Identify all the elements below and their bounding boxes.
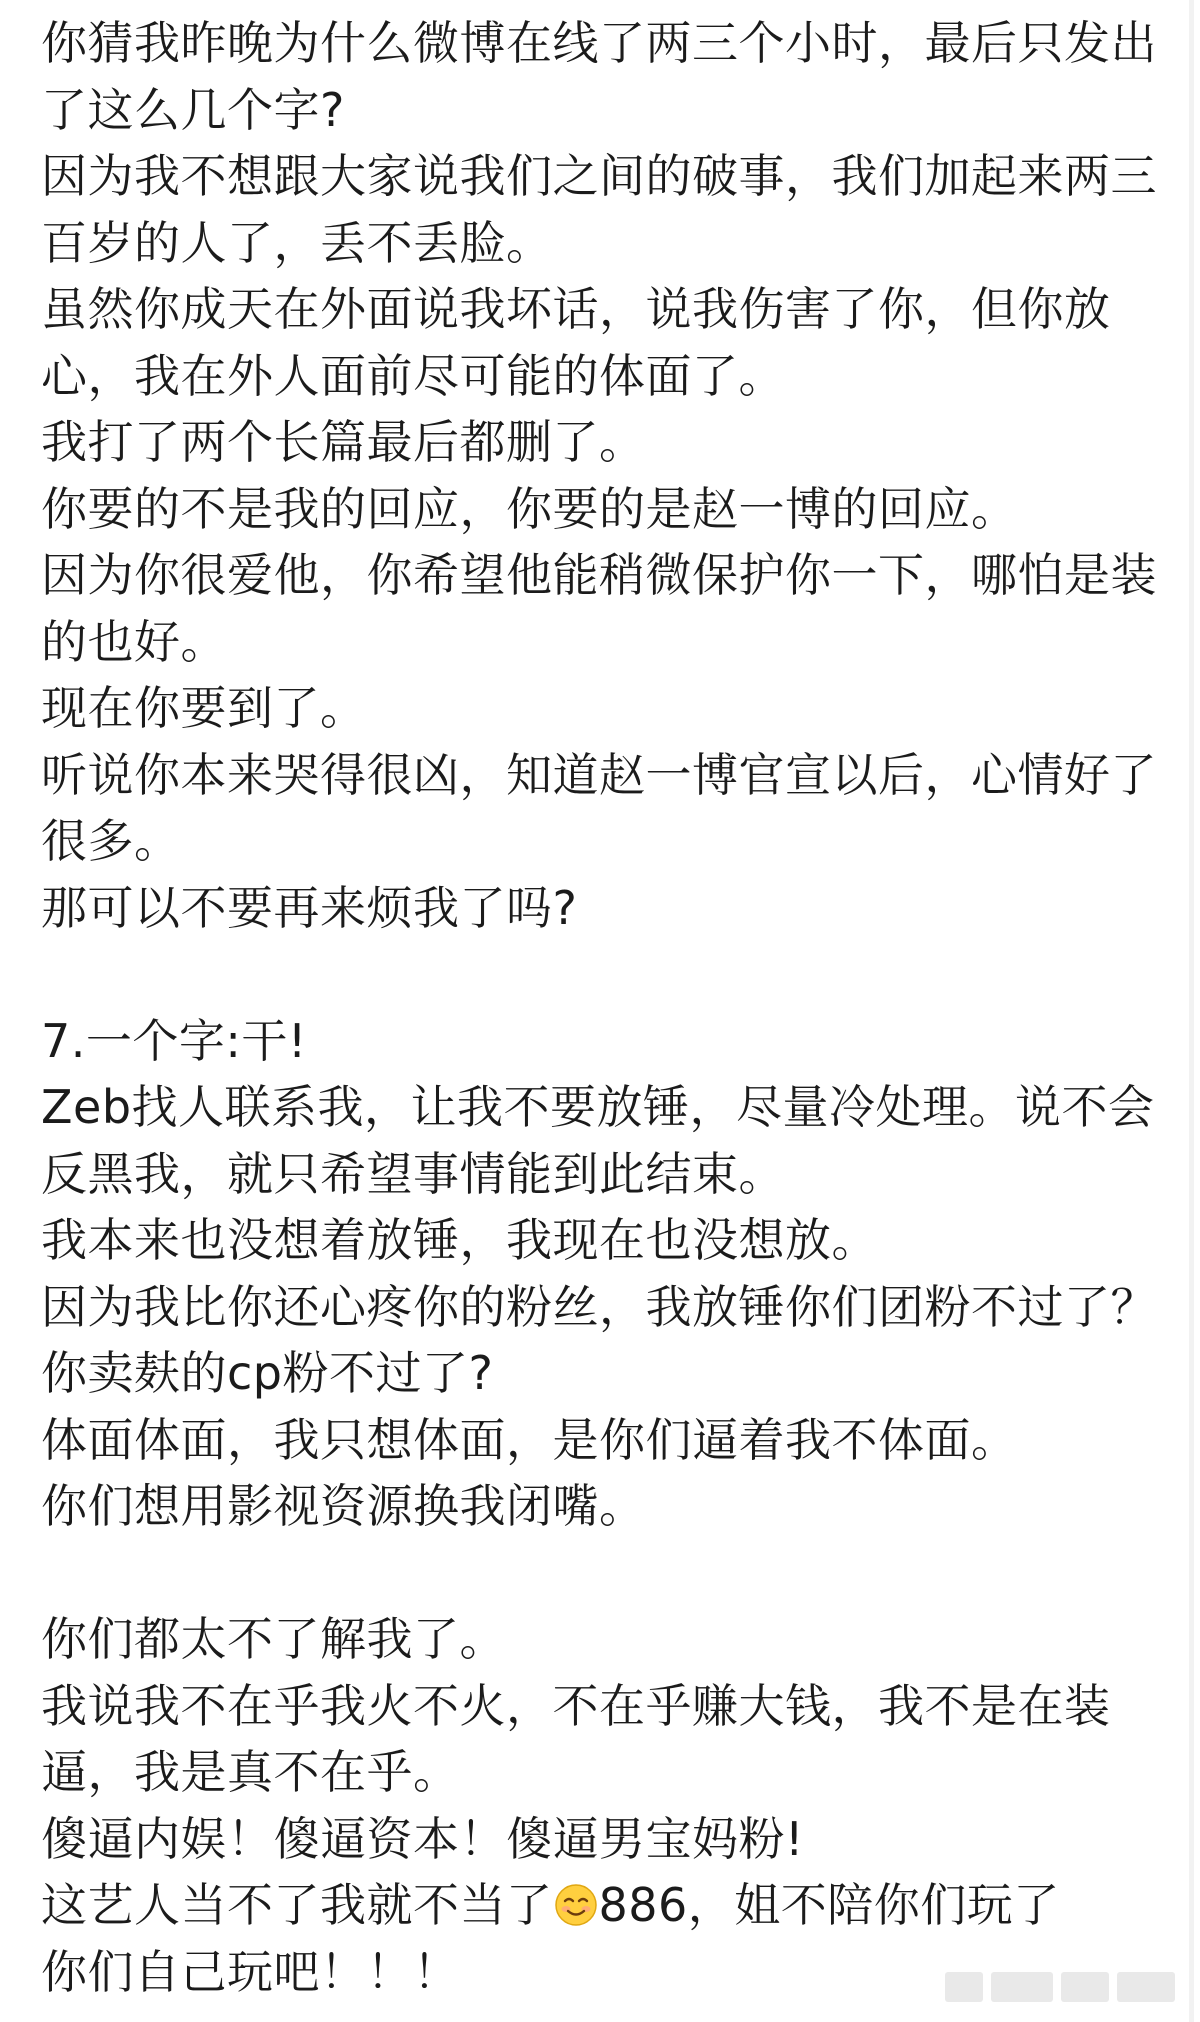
paragraph: 那可以不要再来烦我了吗? bbox=[41, 880, 578, 935]
paragraph-gap bbox=[41, 941, 1161, 1008]
paragraph: 你猜我昨晚为什么微博在线了两三个小时，最后只发出了这么几个字? bbox=[41, 16, 1157, 137]
paragraph: 你们自己玩吧！！！ bbox=[41, 1944, 460, 1999]
paragraph: 听说你本来哭得很凶，知道赵一博官宣以后，心情好了很多。 bbox=[41, 747, 1157, 868]
paragraph-gap bbox=[41, 1540, 1161, 1607]
paragraph: 因为你很爱他，你希望他能稍微保护你一下，哪怕是装的也好。 bbox=[41, 548, 1157, 669]
paragraph: 体面体面，我只想体面，是你们逼着我不体面。 bbox=[41, 1412, 1018, 1467]
paragraph: Zeb找人联系我，让我不要放锤，尽量冷处理。说不会反黑我，就只希望事情能到此结束。 bbox=[41, 1080, 1155, 1201]
watermark-block bbox=[945, 1972, 983, 2002]
paragraph: 你们想用影视资源换我闭嘴。 bbox=[41, 1479, 646, 1533]
watermark-block bbox=[1061, 1972, 1109, 2002]
watermark bbox=[945, 1967, 1175, 2007]
watermark-block bbox=[991, 1972, 1053, 2002]
watermark-block bbox=[1117, 1972, 1175, 2002]
post-body bbox=[41, 10, 1161, 2005]
paragraph: 我打了两个长篇最后都删了。 bbox=[41, 415, 646, 469]
paragraph: 现在你要到了。 bbox=[41, 681, 367, 735]
paragraph: 你要的不是我的回应，你要的是赵一博的回应。 bbox=[41, 481, 1018, 536]
text-after-emoji: 886，姐不陪你们玩了 bbox=[598, 1878, 1060, 1932]
paragraph: 因为我不想跟大家说我们之间的破事，我们加起来两三百岁的人了，丢不丢脸。 bbox=[41, 149, 1157, 270]
paragraph: 傻逼内娱！傻逼资本！傻逼男宝妈粉! bbox=[41, 1811, 804, 1866]
paragraph: 虽然你成天在外面说我坏话，说我伤害了你，但你放心，我在外人面前尽可能的体面了。 bbox=[41, 282, 1111, 403]
paragraph: 你们都太不了解我了。 bbox=[41, 1612, 506, 1666]
smiling-face-emoji-icon bbox=[553, 1881, 599, 1927]
paragraph: 7.一个字:干! bbox=[41, 1013, 307, 1068]
paragraph: 我说我不在乎我火不火，不在乎赚大钱，我不是在装逼，我是真不在乎。 bbox=[41, 1678, 1111, 1799]
text-before-emoji: 这艺人当不了我就不当了 bbox=[41, 1878, 553, 1932]
scrollbar[interactable] bbox=[1189, 0, 1194, 2022]
paragraph: 我本来也没想着放锤，我现在也没想放。 bbox=[41, 1213, 878, 1267]
paragraph: 因为我比你还心疼你的粉丝，我放锤你们团粉不过了？你卖麸的cp粉不过了? bbox=[41, 1279, 1157, 1400]
paragraph-with-emoji bbox=[41, 1872, 1161, 1939]
